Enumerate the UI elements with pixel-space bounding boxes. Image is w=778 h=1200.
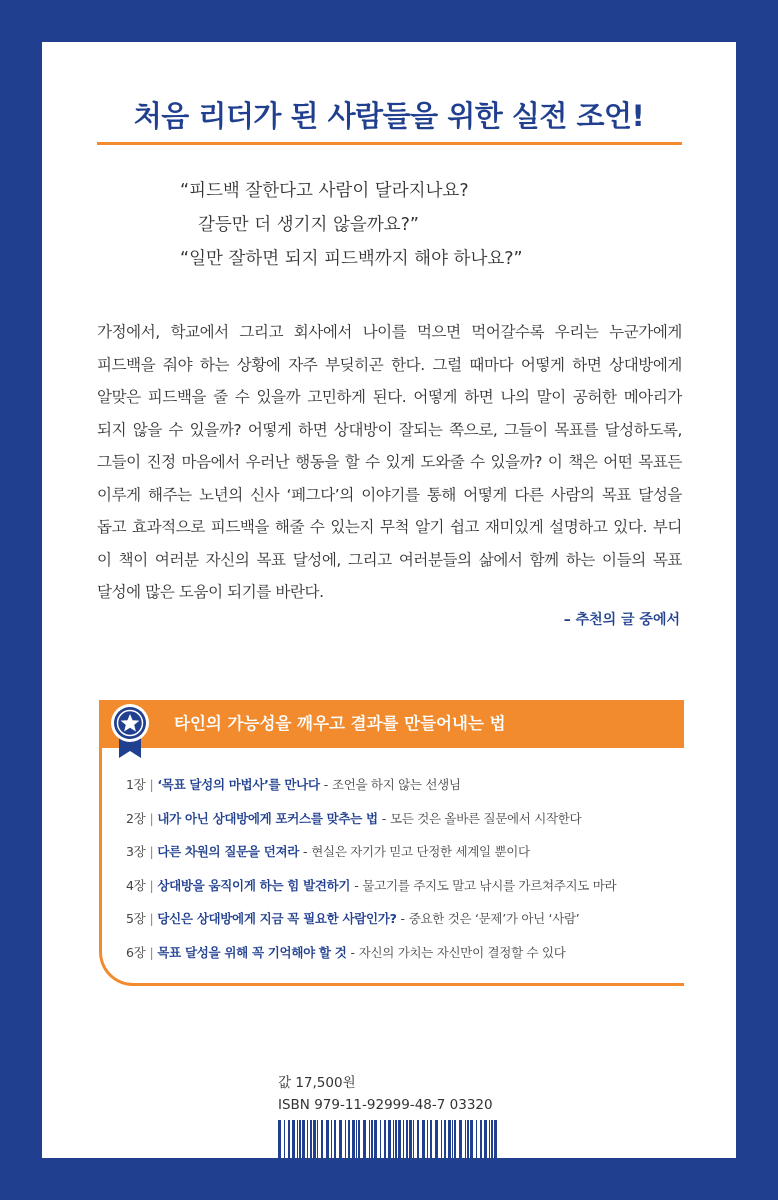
barcode-bar [363, 1120, 366, 1158]
barcode-bar [491, 1120, 493, 1158]
dash: - [303, 844, 308, 859]
chapter-title: 내가 아닌 상대방에게 포커스를 맞추는 법 [157, 810, 378, 826]
barcode-bar [310, 1120, 312, 1158]
separator: | [149, 844, 154, 859]
toc-item [126, 835, 696, 869]
barcode-bar [430, 1120, 432, 1158]
back-cover-panel [42, 42, 736, 1158]
barcode-bar [334, 1120, 336, 1158]
separator: | [149, 877, 154, 893]
barcode-bar [348, 1120, 350, 1158]
chapter-title: 다른 차원의 질문을 던져라 [157, 844, 300, 859]
barcode-bar [331, 1120, 332, 1158]
toc-banner [99, 700, 684, 748]
headline: 처음 리더가 된 사람들을 위한 실전 조언! [133, 99, 645, 133]
recommendation-text: 가정에서, 학교에서 그리고 회사에서 나이를 먹으면 먹어갈수록 우리는 누군가에게 피드백을 줘야 하는 상황에 자주 부딪히곤 한다. 그럴 때마다 어떻게 하면 상대방에게 알맞은 피드백을 줄 수 있을까 고민하게 된다. 어떻게 하면 나의 말이 공허한 메아리가 되지 않을 수 있을까? 어떻게 하면 상대방이 잘되는 쪽으로, 그들이 목표를 달성하도록, 그들이 진정 마음에서 우러난 행동을 할 수 있게 도와줄 수 있을까? 이 책은 어떤 목표든 이루게 해주는 노년의 신사 ‘페그다’의 이야기를 통해 어떻게 다른 사람의 목표 달성을 돕고 효과적으로 피드백을 해줄 수 있는지 무척 알기 쉽고 재미있게 설명하고 있다. 부디 이 책이 여러분 자신의 목표 달성에, 그리고 여러분들의 삶에서 함께 하는 이들의 목표 달성에 많은 도움이 되기를 바란다. [97, 323, 682, 601]
chapter-number: 5장 [126, 911, 146, 926]
chapter-desc: 현실은 자기가 믿고 단정한 세계일 뿐이다 [311, 844, 530, 859]
barcode-bar [489, 1120, 490, 1158]
quote-line: “피드백 잘한다고 사람이 달라지나요? [180, 181, 469, 201]
barcode-bar [299, 1120, 301, 1158]
separator: | [149, 777, 154, 792]
dash: - [381, 810, 387, 826]
barcode-bar [297, 1120, 298, 1158]
chapter-number: 3장 [126, 844, 146, 859]
chapter-title: 목표 달성을 위해 꼭 기억해야 할 것 [157, 944, 347, 960]
barcode-bar [459, 1120, 462, 1158]
barcode-bar [284, 1120, 285, 1158]
barcode-bar [313, 1120, 316, 1158]
chapter-desc: 모든 것은 올바른 질문에서 시작한다 [390, 810, 582, 826]
quote-block [180, 174, 680, 276]
separator: | [149, 944, 154, 960]
barcode-bar [476, 1120, 477, 1158]
isbn: ISBN 979-11-92999-48-7 03320 [278, 1097, 493, 1113]
barcode-bar [454, 1120, 456, 1158]
price-block [278, 1072, 493, 1116]
chapter-desc: 중요한 것은 ‘문제’가 아닌 ‘사람’ [408, 911, 580, 926]
chapter-number: 1장 [126, 777, 146, 792]
barcode-bar [339, 1120, 342, 1158]
toc-item [126, 902, 696, 936]
barcode-bar [352, 1120, 355, 1158]
barcode-bar [427, 1120, 428, 1158]
barcode-bar [388, 1120, 391, 1158]
toc-banner-title: 타인의 가능성을 깨우고 결과를 만들어내는 법 [174, 714, 506, 733]
chapter-title: ‘목표 달성의 마법사’를 만나다 [157, 777, 320, 792]
barcode-bar [380, 1120, 381, 1158]
barcode-bar [484, 1120, 487, 1158]
barcode-bar [422, 1120, 425, 1158]
barcode-bar [307, 1120, 308, 1158]
quote-line: 갈등만 더 생기지 않을까요?” [198, 215, 419, 235]
barcode-bar [288, 1120, 290, 1158]
barcode-bar [413, 1120, 414, 1158]
barcode-bar [494, 1120, 497, 1158]
barcode-bar [398, 1120, 401, 1158]
separator: | [149, 911, 154, 926]
barcode-bar [444, 1120, 446, 1158]
barcode-bar [441, 1120, 442, 1158]
barcode-icon [278, 1120, 498, 1158]
price: 값 17,500원 [278, 1075, 356, 1091]
separator: | [149, 810, 154, 826]
barcode-bar [470, 1120, 473, 1158]
barcode-bar [292, 1120, 295, 1158]
toc-item [126, 768, 696, 802]
barcode-bar [435, 1120, 438, 1158]
barcode-bar [403, 1120, 404, 1158]
barcode-bar [317, 1120, 318, 1158]
barcode-bar [395, 1120, 397, 1158]
barcode-bar [452, 1120, 453, 1158]
barcode-bar [356, 1120, 357, 1158]
barcode-bar [371, 1120, 373, 1158]
dash: - [400, 911, 405, 926]
barcode-bar [278, 1120, 281, 1158]
barcode-bar [465, 1120, 466, 1158]
barcode-bar [480, 1120, 482, 1158]
source-attribution: – 추천의 글 중에서 [563, 612, 680, 628]
toc-item [126, 869, 696, 903]
barcode-bar [374, 1120, 377, 1158]
chapter-title: 당신은 상대방에게 지금 꼭 필요한 사람인가? [157, 911, 397, 926]
barcode-bar [393, 1120, 394, 1158]
barcode-bar [406, 1120, 408, 1158]
chapter-desc: 물고기를 주지도 말고 낚시를 가르쳐주지도 마라 [362, 877, 617, 893]
chapter-desc: 자신의 가치는 자신만이 결정할 수 있다 [358, 944, 566, 960]
dash: - [350, 944, 355, 960]
toc-item [126, 802, 696, 836]
barcode-bar [467, 1120, 469, 1158]
barcode-bar [417, 1120, 419, 1158]
barcode-bar [448, 1120, 451, 1158]
chapter-title: 상대방을 움직이게 하는 힘 발견하기 [157, 877, 351, 893]
quote-line: “일만 잘하면 되지 피드백까지 해야 하나요?” [180, 249, 523, 269]
barcode-bar [358, 1120, 360, 1158]
dash: - [323, 777, 328, 792]
barcode-bar [384, 1120, 386, 1158]
barcode-bar [326, 1120, 329, 1158]
toc-item [126, 936, 696, 970]
barcode-bar [369, 1120, 370, 1158]
chapter-number: 4장 [126, 877, 146, 893]
headline-underline [97, 142, 682, 145]
chapter-desc: 조언을 하지 않는 선생님 [331, 777, 461, 792]
chapter-number: 6장 [126, 944, 146, 960]
barcode-bar [321, 1120, 323, 1158]
barcode-bar [409, 1120, 412, 1158]
chapter-number: 2장 [126, 810, 146, 826]
dash: - [354, 877, 359, 893]
barcode-bar [345, 1120, 346, 1158]
toc-list [126, 768, 696, 969]
barcode-bar [302, 1120, 305, 1158]
